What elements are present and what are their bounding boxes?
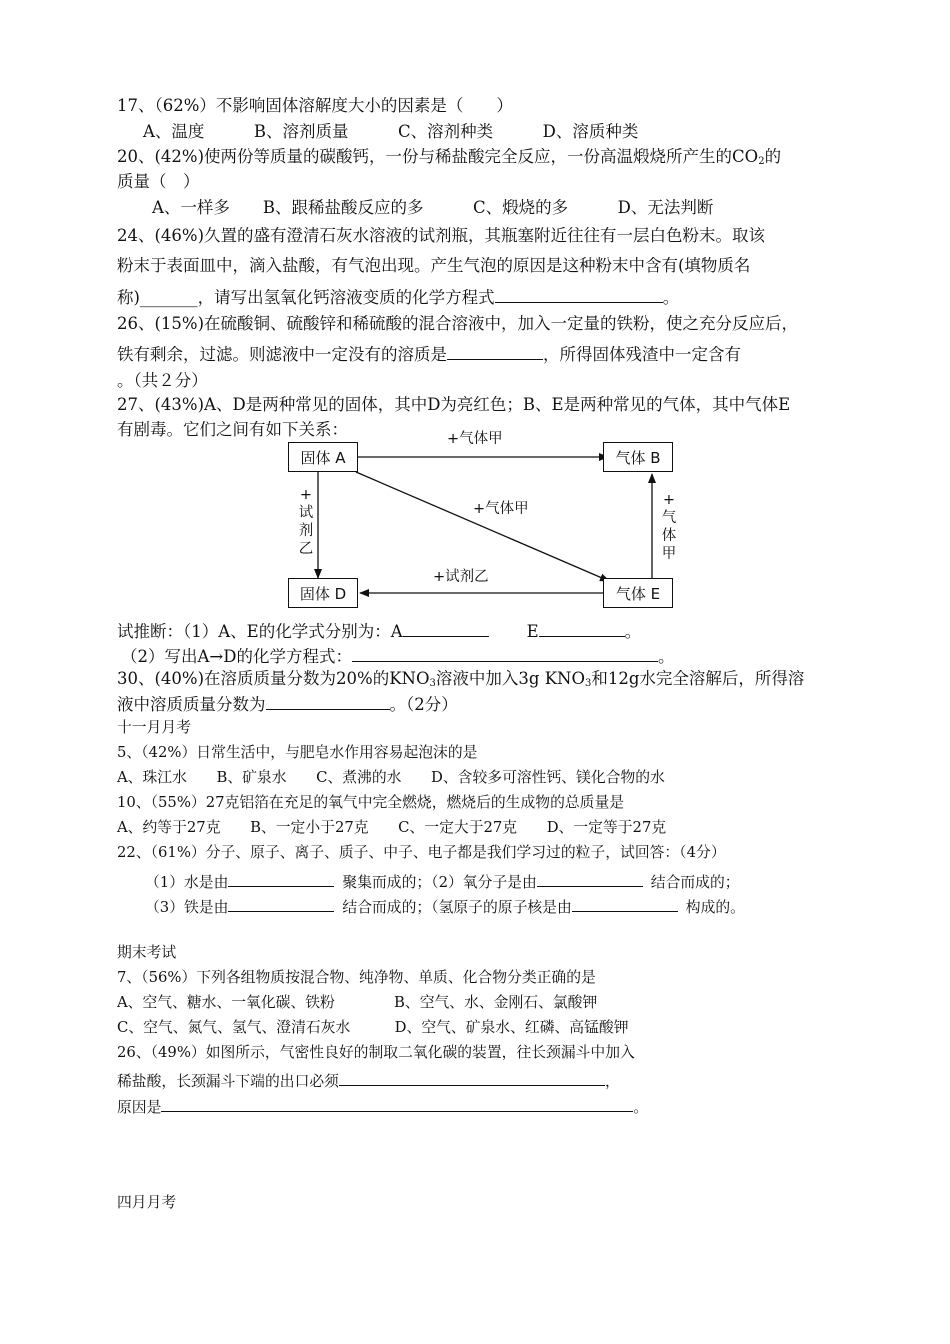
box-gas-e: 气体 E [603,578,673,608]
answer-blank-a[interactable] [403,622,489,637]
answer-blank[interactable] [228,897,334,912]
q27-ask2: （2）写出A→D的化学方程式： 。 [121,647,675,666]
label-a-to-d: + 试 剂 乙 [298,487,314,557]
q7-options-row2: C、空气、氮气、氢气、澄清石灰水 D、空气、矿泉水、红磷、高锰酸钾 [117,1019,629,1036]
q7-stem: 7、（56%）下列各组物质按混合物、纯净物、单质、化合物分类正确的是 [117,969,596,986]
answer-blank[interactable] [572,897,678,912]
q20-options: A、一样多 B、跟稀盐酸反应的多 C、煅烧的多 D、无法判断 [152,198,714,217]
box-solid-a: 固体 A [288,442,358,472]
q27-line1: 27、(43%)A、D是两种常见的固体，其中D为亮红色；B、E是两种常见的气体，其中气体E [117,395,791,414]
q26b-line3: 原因是 。 [117,1099,649,1116]
q27-ask1: 试推断：（1）A、E的化学式分别为：A E 。 [117,622,642,641]
label-e-to-b: + 气 体 甲 [661,492,677,562]
q26b-line1: 26、（49%）如图所示，气密性良好的制取二氧化碳的装置，往长颈漏斗中加入 [117,1044,635,1061]
section-april: 四月月考 [117,1194,177,1211]
q20-stem-line2: 质量（ ） [117,172,200,191]
q17-stem: 17、（62%）不影响固体溶解度大小的因素是（ ） [117,96,513,115]
answer-blank[interactable] [266,695,390,710]
arrow-a-to-e [356,472,609,581]
answer-blank-equation[interactable] [352,647,658,662]
q26a-line2: 铁有剩余，过滤。则滤液中一定没有的溶质是 ，所得固体残渣中一定含有 [117,345,741,364]
q24-line2: 粉末于表面皿中，滴入盐酸，有气泡出现。产生气泡的原因是这种粉末中含有(填物质名 [117,256,751,275]
section-final: 期末考试 [117,944,177,961]
q7-options-row1: A、空气、糖水、一氧化碳、铁粉 B、空气、水、金刚石、氯酸钾 [117,994,598,1011]
answer-blank[interactable] [228,872,334,887]
box-solid-d: 固体 D [288,578,358,608]
answer-blank[interactable] [339,1071,605,1086]
q26a-line1: 26、(15%)在硫酸铜、硫酸锌和稀硫酸的混合溶液中，加入一定量的铁粉，使之充分反应后， [117,314,799,333]
q5-options: A、珠江水 B、矿泉水 C、煮沸的水 D、含较多可溶性钙、镁化合物的水 [117,769,665,786]
answer-blank[interactable] [537,872,643,887]
q5-stem: 5、（42%）日常生活中，与肥皂水作用容易起泡沫的是 [117,744,478,761]
q10-options: A、约等于27克 B、一定小于27克 C、一定大于27克 D、一定等于27克 [117,819,667,836]
answer-blank-e[interactable] [539,622,625,637]
q17-options: A、温度 B、溶剂质量 C、溶剂种类 D、溶质种类 [143,122,639,141]
q22-stem: 22、（61%）分子、原子、离子、质子、中子、电子都是我们学习过的粒子，试回答：（4分） [117,844,726,861]
answer-blank[interactable] [161,1097,633,1112]
section-november: 十一月月考 [117,719,191,736]
q10-stem: 10、（55%）27克铝箔在充足的氧气中完全燃烧，燃烧后的生成物的总质量是 [117,794,625,811]
q22-line2: （3）铁是由 结合而成的；（氢原子的原子核是由 构成的。 [145,899,745,916]
box-gas-b: 气体 B [603,442,673,472]
q24-line1: 24、(46%)久置的盛有澄清石灰水溶液的试剂瓶，其瓶塞附近往往有一层白色粉末。取该 [117,226,766,245]
label-a-to-e: +气体甲 [473,501,529,517]
q20-stem-line1: 20、(42%)使两份等质量的碳酸钙，一份与稀盐酸完全反应，一份高温煅烧所产生的$CO_2$的 [117,147,782,167]
q26a-line3: 。（共２分） [117,371,208,390]
q22-line1: （1）水是由 聚集而成的；（2）氧分子是由 结合而成的； [145,874,740,891]
q27-line2: 有剧毒。它们之间有如下关系： [117,420,348,439]
q26b-line2: 稀盐酸，长颈漏斗下端的出口必须 ， [117,1073,620,1090]
q30-line2: 液中溶质质量分数为 。（2分） [117,695,458,714]
label-e-to-d: +试剂乙 [433,569,489,585]
q30-line1: 30、(40%)在溶质质量分数为20%的$KNO_3$溶液中加入3g $KNO_3$和12g水完全溶解后，所得溶 [117,669,805,689]
label-a-to-b: +气体甲 [447,431,503,447]
q24-line3: 称)_______，请写出氢氧化钙溶液变质的化学方程式 。 [117,288,680,307]
